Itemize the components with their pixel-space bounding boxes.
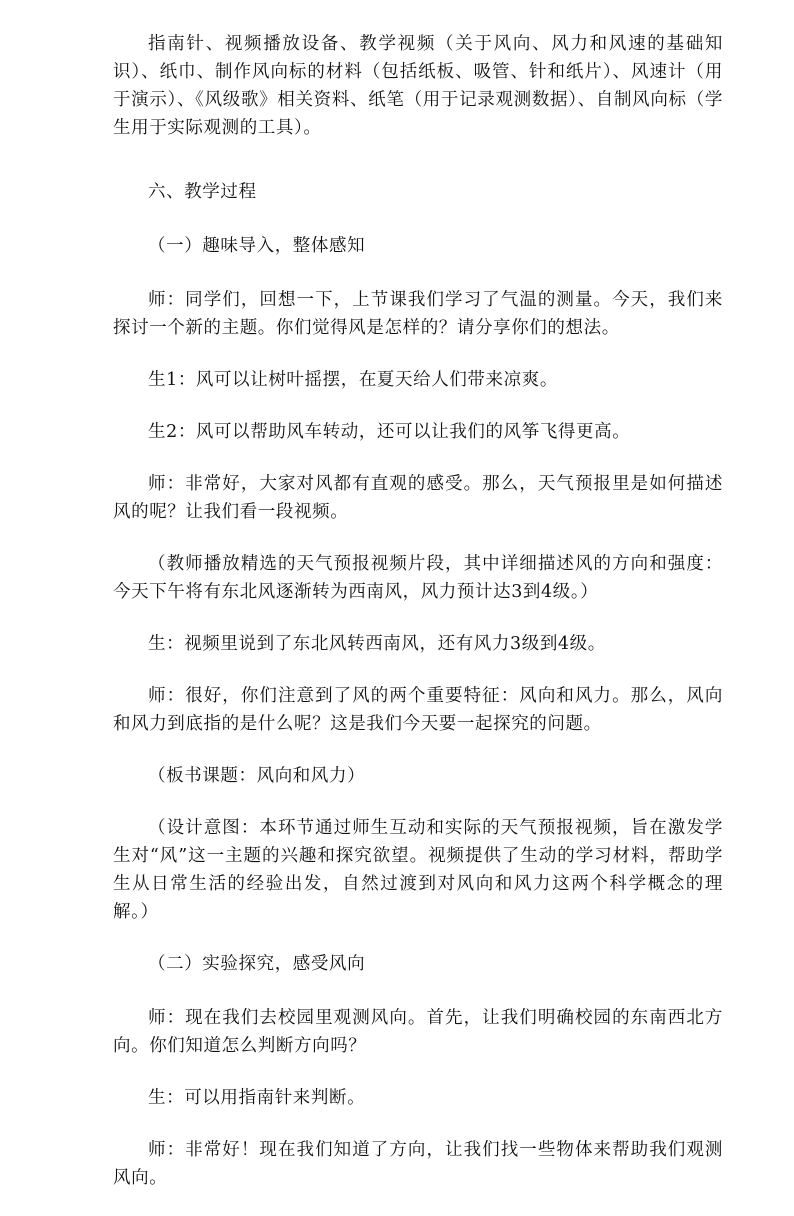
dialogue-paragraph: 师：非常好，大家对风都有直观的感受。那么，天气预报里是如何描述风的呢？让我们看一段视频。	[113, 474, 723, 522]
dialogue-paragraph: 师：同学们，回想一下，上节课我们学习了气温的测量。今天，我们来探讨一个新的主题。你们觉得风是怎样的？请分享你们的想法。	[113, 290, 723, 338]
dialogue-paragraph: 师：现在我们去校园里观测风向。首先，让我们明确校园的东南西北方向。你们知道怎么判断方向吗？	[113, 1008, 723, 1056]
dialogue-paragraph: 师：非常好！现在我们知道了方向，让我们找一些物体来帮助我们观测风向。	[113, 1140, 723, 1188]
design-intent-paragraph: （设计意图：本环节通过师生互动和实际的天气预报视频，旨在激发学生对“风”这一主题的兴趣和探究欲望。视频提供了生动的学习材料，帮助学生从日常生活的经验出发，自然过渡到对风向和风力这两个科学概念的理解。）	[113, 818, 723, 922]
subsection-heading-experiment: （二）实验探究，感受风向	[148, 954, 366, 974]
board-title-note: （板书课题：风向和风力）	[148, 766, 366, 786]
stage-direction-paragraph: （教师播放精选的天气预报视频片段，其中详细描述风的方向和强度：今天下午将有东北风逐渐转为西南风，风力预计达3到4级。）	[113, 554, 723, 602]
dialogue-paragraph: 生：可以用指南针来判断。	[148, 1088, 366, 1108]
dialogue-paragraph: 师：很好，你们注意到了风的两个重要特征：风向和风力。那么，风向和风力到底指的是什么呢？这是我们今天要一起探究的问题。	[113, 686, 723, 734]
subsection-heading-introduction: （一）趣味导入，整体感知	[148, 236, 366, 256]
document-page	[113, 30, 723, 1216]
dialogue-paragraph: 生2：风可以帮助风车转动，还可以让我们的风筝飞得更高。	[148, 422, 631, 442]
section-heading-teaching-process: 六、教学过程	[148, 182, 257, 202]
dialogue-paragraph: 生：视频里说到了东北风转西南风，还有风力3级到4级。	[148, 634, 606, 654]
dialogue-paragraph: 生1：风可以让树叶摇摆，在夏天给人们带来凉爽。	[148, 370, 558, 390]
materials-paragraph: 指南针、视频播放设备、教学视频（关于风向、风力和风速的基础知识）、纸巾、制作风向标的材料（包括纸板、吸管、针和纸片）、风速计（用于演示）、《风级歌》相关资料、纸笔（用于记录观测数据）、自制风向标（学生用于实际观测的工具）。	[113, 34, 723, 138]
